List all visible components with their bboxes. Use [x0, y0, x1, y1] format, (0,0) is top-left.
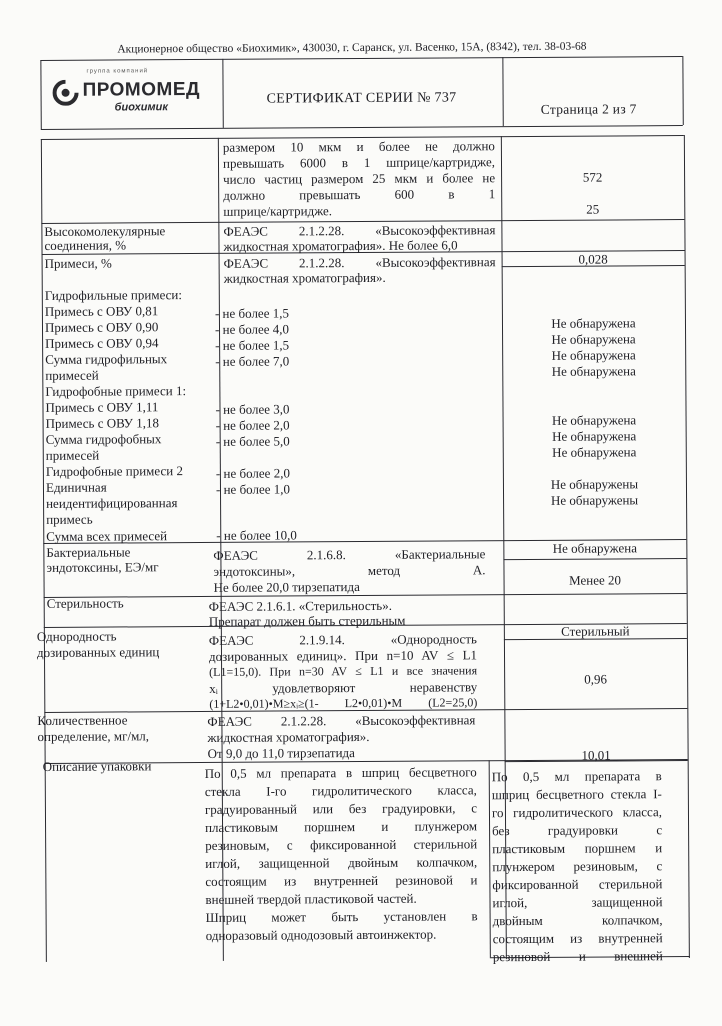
- quantity-method-3: От 9,0 до 11,0 тирзепатида: [207, 745, 355, 761]
- uniformity-name-2: дозированных единиц: [36, 644, 160, 660]
- packaging-method: По 0,5 мл препарата в шприц бесцветного стекла I-го гидролитического класса, градуированный или без градуировки, с пластиковым поршнем и плунжером резиновым, с фиксированной стерильной иглой, защищенной двойным колпачком, состоящим из внутренней резиновой и внешней твердой пластиковой частей. Шприц может быть установлен в одноразовый однодозовый автоинжектор.: [204, 764, 478, 943]
- particles-result-25um: 25: [586, 201, 600, 217]
- sterility-name: Стерильность: [46, 595, 124, 611]
- impurities-method-2: жидкостная хроматография».: [223, 269, 386, 286]
- uniformity-method-4: xᵢ удовлетворяют неравенству: [209, 679, 478, 696]
- certificate-title: СЕРТИФИКАТ СЕРИИ № 737: [266, 90, 457, 107]
- sterility-result: Стерильный: [561, 623, 630, 639]
- impurities-method-1: ФЕАЭС 2.1.2.28. «Высокоэффективная: [223, 254, 496, 271]
- page-number: Страница 2 из 7: [540, 101, 637, 117]
- quantity-name-2: определение, мг/мл,: [37, 728, 150, 744]
- uniformity-method-1: ФЕАЭС 2.1.9.14. «Однородность: [208, 631, 477, 648]
- quantity-method-2: жидкостная хроматография».: [207, 728, 370, 745]
- endotoxins-method-3: Не более 20,0 тирзепатида: [213, 579, 360, 595]
- endotoxins-method-1: ФЕАЭС 2.1.6.8. «Бактериальные: [213, 546, 486, 563]
- sterility-method-2: Препарат должен быть стерильным: [208, 612, 406, 629]
- hmw-name-2: соединения, %: [44, 237, 127, 253]
- endotoxins-name-1: Бактериальные: [46, 544, 131, 560]
- particles-result-10um: 572: [582, 169, 603, 185]
- hmw-name-1: Высокомолекулярные: [44, 223, 166, 239]
- company-logo: группа компаний ПРОМОМЕД биохимик: [50, 67, 216, 122]
- particles-method: размером 10 мкм и более не должно превышать 6000 в 1 шприце/картридже, число частиц размером 25 мкм и более не должно превышать 600 в 1 шприце/картридже.: [222, 138, 496, 219]
- company-address: Акционерное общество «Биохимик», 430030, г. Саранск, ул. Васенко, 15А, (8342), тел. 38-03-68: [117, 40, 587, 56]
- endotoxins-name-2: эндотоксины, ЕЭ/мг: [46, 559, 159, 575]
- quantity-result: 10,01: [581, 747, 611, 763]
- uniformity-method-3: (L1=15,0). При n=30 AV ≤ L1 и все значения: [209, 663, 478, 679]
- packaging-result: По 0,5 мл препарата в шприц бесцветного стекла I- го гидролитического класса, без градуировки с пластиковым поршнем и плунжером резиновым, с фиксированной стерильной иглой, защищенной двойным колпачком, состоящим из внутренней резиновой и внешней: [491, 768, 663, 965]
- impurities-results: Не обнаружена Не обнаружена Не обнаружена Не обнаружена Не обнаружена Не обнаружена Не обнаружена Не обнаружены Не обнаружены Не обнаружена: [550, 315, 639, 556]
- uniformity-method-5: (1+L2•0,01)•M≥xᵢ≥(1- L2•0,01)•M (L2=25,0): [209, 695, 478, 711]
- hmw-result: 0,028: [578, 251, 608, 267]
- impurities-names: Примеси, % Гидрофильные примеси: Примесь с ОВУ 0,81 Примесь с ОВУ 0,90 Примесь с ОВУ 0,94 Сумма гидрофильных примесей Гидрофобные примеси 1: Примесь с ОВУ 1,11 Примесь с ОВУ 1,18 Сумма гидрофобных примесей Гидрофобные примеси 2 Единичная неидентифицированная примесь Сумма всех примесей: [44, 255, 187, 544]
- uniformity-method-2: дозированных единиц». При n=10 AV ≤ L1: [208, 647, 478, 664]
- packaging-name: Описание упаковки: [42, 758, 152, 774]
- hmw-method-2: жидкостная хроматография». Не более 6,0: [223, 237, 458, 254]
- uniformity-name-1: Однородность: [36, 628, 117, 644]
- endotoxins-result: Менее 20: [569, 572, 622, 588]
- promomed-logo-icon: [52, 80, 78, 106]
- uniformity-result: 0,96: [584, 671, 608, 687]
- endotoxins-method-2: эндотоксины», метод А.: [213, 562, 486, 579]
- quantity-name-1: Количественное: [37, 712, 128, 728]
- quantity-method-1: ФЕАЭС 2.1.2.28. «Высокоэффективная: [207, 712, 476, 729]
- impurities-limits: - не более 1,5 - не более 4,0 - не более 1,5 - не более 7,0 - не более 3,0 - не более 2,0 - не более 5,0 - не более 2,0 - не более 1,0 - не более 10,0: [214, 305, 297, 543]
- sterility-method-1: ФЕАЭС 2.1.6.1. «Стерильность».: [208, 597, 393, 614]
- hmw-method-1: ФЕАЭС 2.1.2.28. «Высокоэффективная: [223, 222, 496, 239]
